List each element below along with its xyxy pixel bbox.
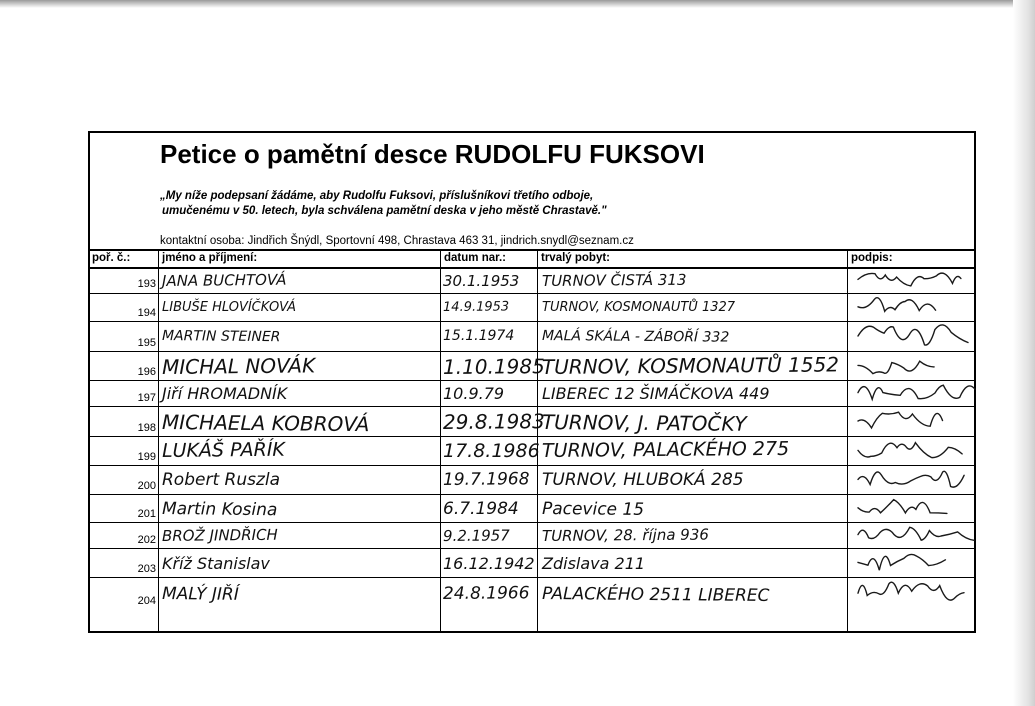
- handwritten-name: MICHAL NOVÁK: [161, 352, 316, 379]
- header-birth: datum nar.:: [444, 252, 506, 264]
- row-number: 198: [137, 422, 156, 434]
- statement-line-1: „My níže podepsaní žádáme, aby Rudolfu Fuksovi, příslušníkovi třetího odboje,: [160, 190, 594, 202]
- handwritten-birth-date: 30.1.1953: [443, 271, 520, 290]
- handwritten-birth-date: 1.10.1985: [442, 353, 545, 379]
- handwritten-name: MICHAELA KOBROVÁ: [161, 410, 370, 437]
- header-signature: podpis:: [851, 252, 893, 264]
- table-row: [90, 436, 974, 466]
- handwritten-address: PALACKÉHO 2511 LIBEREC: [541, 583, 770, 606]
- handwritten-birth-date: 24.8.1966: [442, 582, 530, 604]
- handwritten-address: TURNOV, KOSMONAUTŮ 1327: [542, 299, 736, 315]
- signature-table: [90, 249, 974, 633]
- row-number: 194: [137, 307, 156, 319]
- row-number: 197: [137, 392, 156, 404]
- handwritten-name: MALÝ JIŘÍ: [161, 583, 239, 605]
- scan-top-edge: [0, 0, 1035, 8]
- row-number: 202: [137, 534, 156, 546]
- handwritten-name: JANA BUCHTOVÁ: [161, 270, 287, 290]
- table-row: [90, 406, 974, 437]
- table-row: [90, 293, 974, 322]
- handwritten-name: BROŽ JINDŘICH: [161, 525, 278, 545]
- header-address: trvalý pobyt:: [541, 252, 611, 264]
- row-number: 199: [137, 451, 156, 463]
- table-row: [90, 522, 974, 549]
- row-number: 196: [137, 366, 156, 378]
- header-name: jméno a příjmení:: [162, 252, 258, 264]
- handwritten-birth-date: 17.8.1986: [443, 440, 540, 462]
- table-row: [90, 494, 974, 523]
- handwritten-birth-date: 15.1.1974: [443, 328, 515, 344]
- handwritten-address: TURNOV, HLUBOKÁ 285: [542, 470, 744, 490]
- row-number: 195: [137, 337, 156, 349]
- table-row: [90, 380, 974, 407]
- handwritten-name: Martin Kosina: [161, 498, 278, 520]
- table-row: [90, 351, 974, 381]
- handwritten-name: Jiří HROMADNÍK: [162, 384, 288, 403]
- contact-person: kontaktní osoba: Jindřich Šnýdl, Sportovní 498, Chrastava 463 31, jindrich.snydl@seznam.cz: [160, 235, 634, 247]
- handwritten-birth-date: 9.2.1957: [442, 525, 510, 545]
- statement-line-2: umučenému v 50. letech, byla schválena pamětní deska v jeho městě Chrastavě.": [162, 205, 607, 217]
- row-number: 201: [137, 508, 156, 520]
- table-row: [90, 577, 974, 610]
- row-number: 193: [137, 278, 156, 290]
- table-row: [90, 465, 974, 495]
- scan-right-edge: [1013, 0, 1035, 706]
- handwritten-address: Pacevice 15: [541, 498, 645, 520]
- handwritten-address: LIBEREC 12 ŠIMÁČKOVA 449: [542, 384, 770, 403]
- table-row: [90, 548, 974, 578]
- table-row: [90, 321, 974, 352]
- handwritten-birth-date: 6.7.1984: [443, 498, 519, 519]
- petition-form: [88, 131, 976, 633]
- handwritten-address: TURNOV ČISTÁ 313: [541, 270, 687, 290]
- handwritten-name: Kříž Stanislav: [162, 553, 270, 573]
- handwritten-birth-date: 10.9.79: [443, 384, 505, 403]
- document-title: Petice o pamětní desce RUDOLFU FUKSOVI: [160, 139, 705, 169]
- row-number: 203: [137, 563, 156, 575]
- header-number: poř. č.:: [92, 252, 131, 264]
- handwritten-address: TURNOV, 28. října 936: [541, 525, 709, 545]
- handwritten-birth-date: 16.12.1942: [443, 553, 535, 573]
- handwritten-address: TURNOV, KOSMONAUTŮ 1552: [541, 351, 840, 379]
- handwritten-birth-date: 29.8.1983: [442, 409, 545, 434]
- handwritten-address: MALÁ SKÁLA - ZÁBOŘÍ 332: [541, 328, 730, 346]
- row-number: 204: [137, 595, 156, 607]
- table-row: [90, 269, 974, 293]
- handwritten-birth-date: 14.9.1953: [442, 298, 510, 315]
- handwritten-name: LIBUŠE HLOVÍČKOVÁ: [162, 299, 297, 315]
- signature-scribble: [852, 574, 962, 614]
- handwritten-name: LUKÁŠ PAŘÍK: [161, 438, 285, 462]
- petition-statement: [160, 189, 607, 219]
- handwritten-address: TURNOV, PALACKÉHO 275: [541, 437, 790, 462]
- handwritten-name: Robert Ruszla: [162, 470, 281, 490]
- row-number: 200: [137, 480, 156, 492]
- handwritten-address: TURNOV, J. PATOČKY: [541, 410, 747, 436]
- handwritten-birth-date: 19.7.1968: [442, 469, 530, 490]
- handwritten-address: Zdislava 211: [542, 553, 646, 573]
- handwritten-name: MARTIN STEINER: [161, 328, 281, 346]
